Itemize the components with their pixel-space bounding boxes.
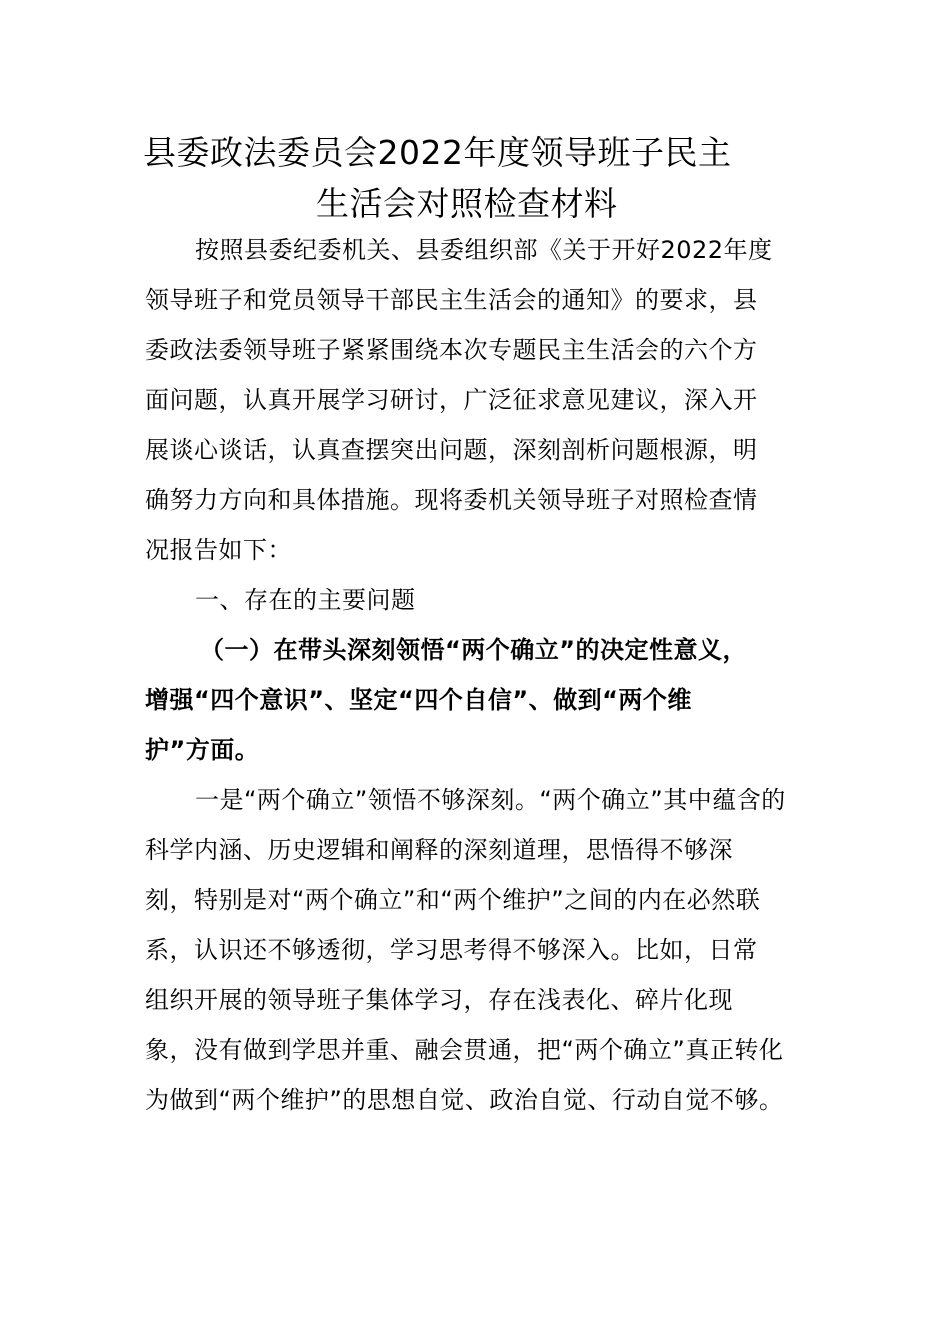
- subsection-heading-line-1: （一）在带头深刻领悟“两个确立”的决定性意义，: [200, 636, 748, 664]
- intro-line-5: 展谈心谈话，认真查摆突出问题，深刻剖析问题根源，明: [145, 436, 758, 464]
- point-line-7: 为做到“两个维护”的思想自觉、政治自觉、行动自觉不够。: [145, 1086, 784, 1114]
- point-line-1: 一是“两个确立”领悟不够深刻。“两个确立”其中蕴含的: [195, 786, 786, 814]
- intro-line-6: 确努力方向和具体措施。现将委机关领导班子对照检查情: [145, 486, 758, 514]
- intro-line-2: 领导班子和党员领导干部民主生活会的通知》的要求，县: [145, 286, 758, 314]
- point-line-4: 系，认识还不够透彻，学习思考得不够深入。比如，日常: [145, 936, 758, 964]
- point-line-5: 组织开展的领导班子集体学习，存在浅表化、碎片化现: [145, 986, 733, 1014]
- intro-line-1: 按照县委纪委机关、县委组织部《关于开好2022年度: [195, 236, 773, 264]
- subsection-heading-line-2: 增强“四个意识”、坚定“四个自信”、做到“两个维: [145, 686, 692, 714]
- point-line-6: 象，没有做到学思并重、融会贯通，把“两个确立”真正转化: [145, 1036, 784, 1064]
- subsection-heading-line-3: 护”方面。: [145, 736, 260, 764]
- section-heading: 一、存在的主要问题: [195, 586, 416, 614]
- intro-line-7: 况报告如下：: [145, 536, 292, 564]
- document-title-line-1: 县委政法委员会2022年度领导班子民主: [143, 133, 732, 172]
- point-line-3: 刻，特别是对“两个确立”和“两个维护”之间的内在必然联: [145, 886, 761, 914]
- point-line-2: 科学内涵、历史逻辑和阐释的深刻道理，思悟得不够深: [145, 836, 733, 864]
- intro-line-4: 面问题，认真开展学习研讨，广泛征求意见建议，深入开: [145, 386, 758, 414]
- document-title-line-2: 生活会对照检查材料: [316, 184, 618, 223]
- intro-line-3: 委政法委领导班子紧紧围绕本次专题民主生活会的六个方: [145, 336, 758, 364]
